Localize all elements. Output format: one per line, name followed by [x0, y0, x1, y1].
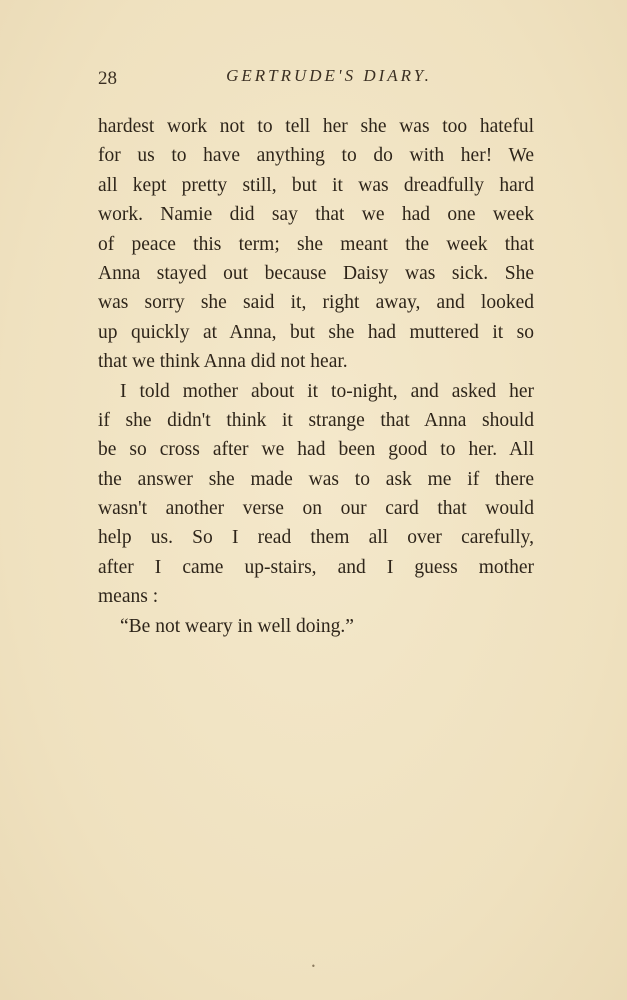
text-line: hardest work not to tell her she was too hateful: [98, 116, 534, 137]
text-line: help us. So I read them all over carefully,: [98, 527, 534, 549]
text-line: all kept pretty still, but it was dreadfully hard: [98, 174, 534, 196]
text-line: I told mother about it to-night, and asked her: [120, 380, 534, 402]
text-line: up quickly at Anna, but she had muttered it so: [98, 321, 534, 343]
text-line: the answer she made was to ask me if there: [98, 468, 534, 490]
text-line: be so cross after we had been good to her. All: [98, 439, 534, 461]
quotation-line: “Be not weary in well doing.”: [120, 615, 354, 637]
running-head: [98, 66, 534, 94]
running-title: GERTRUDE'S DIARY.: [226, 66, 432, 85]
text-line: for us to have anything to do with her! We: [98, 145, 534, 167]
page-number: 28: [98, 68, 117, 89]
text-line: after I came up-stairs, and I guess mother: [98, 556, 534, 578]
text-line: that we think Anna did not hear.: [98, 351, 348, 373]
dot-ornament: •: [311, 962, 316, 971]
text-line: work. Namie did say that we had one week: [98, 204, 534, 226]
text-line: of peace this term; she meant the week that: [98, 233, 534, 255]
text-line: if she didn't think it strange that Anna should: [98, 409, 534, 431]
text-line: was sorry she said it, right away, and looked: [98, 292, 534, 314]
body-text: [98, 112, 534, 641]
text-line: wasn't another verse on our card that would: [98, 498, 534, 520]
text-line: Anna stayed out because Daisy was sick. She: [98, 262, 534, 284]
text-line: means :: [98, 586, 159, 608]
